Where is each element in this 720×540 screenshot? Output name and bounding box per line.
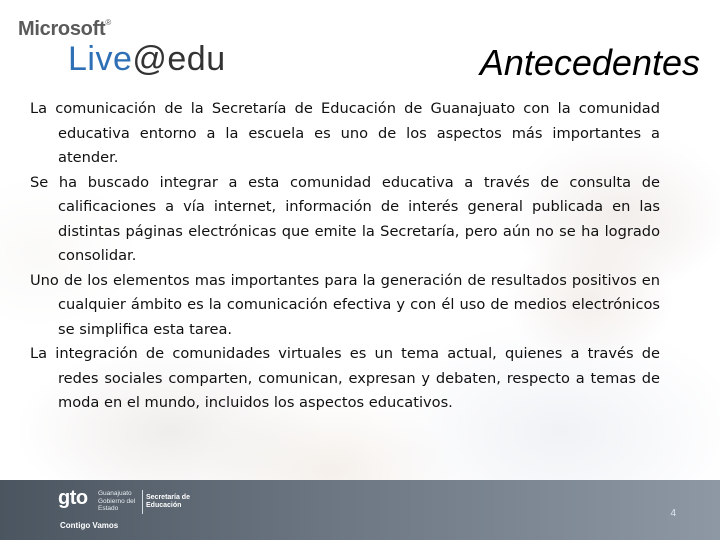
slide-title: Antecedentes [479, 42, 700, 83]
slide-body [30, 97, 660, 416]
page-number: 4 [670, 508, 676, 519]
motto-label: Contigo Vamos [60, 521, 119, 530]
microsoft-live-edu-logo [18, 18, 258, 80]
gto-logo: gto [58, 487, 88, 509]
secretaria-label: Secretaría de Educación [146, 494, 190, 509]
footer-bar [0, 480, 720, 540]
live-edu-wordmark: Live@edu [68, 40, 226, 78]
footer-divider [142, 490, 143, 514]
government-label: Guanajuato Gobierno del Estado [98, 490, 136, 512]
paragraph-2: Se ha buscado integrar a esta comunidad educativa a través de consulta de calificaciones a vía internet, información de interés general publicada en las distintas páginas electrónicas que emite la Secretaría, pero aún no se ha logrado consolidar. [30, 173, 660, 264]
microsoft-wordmark: Microsoft® [18, 18, 111, 40]
paragraph-3: Uno de los elementos mas importantes para la generación de resultados positivos en cualquier ámbito es la comunicación efectiva y con él uso de medios electrónicos se simplifica esta tarea. [30, 271, 660, 338]
paragraph-4: La integración de comunidades virtuales es un tema actual, quienes a través de redes sociales comparten, comunican, expresan y debaten, respecto a temas de moda en el mundo, incluidos los aspectos educativos. [30, 345, 660, 411]
paragraph-1: La comunicación de la Secretaría de Educación de Guanajuato con la comunidad educativa entorno a la escuela es uno de los aspectos más importantes a atender. [30, 100, 660, 166]
